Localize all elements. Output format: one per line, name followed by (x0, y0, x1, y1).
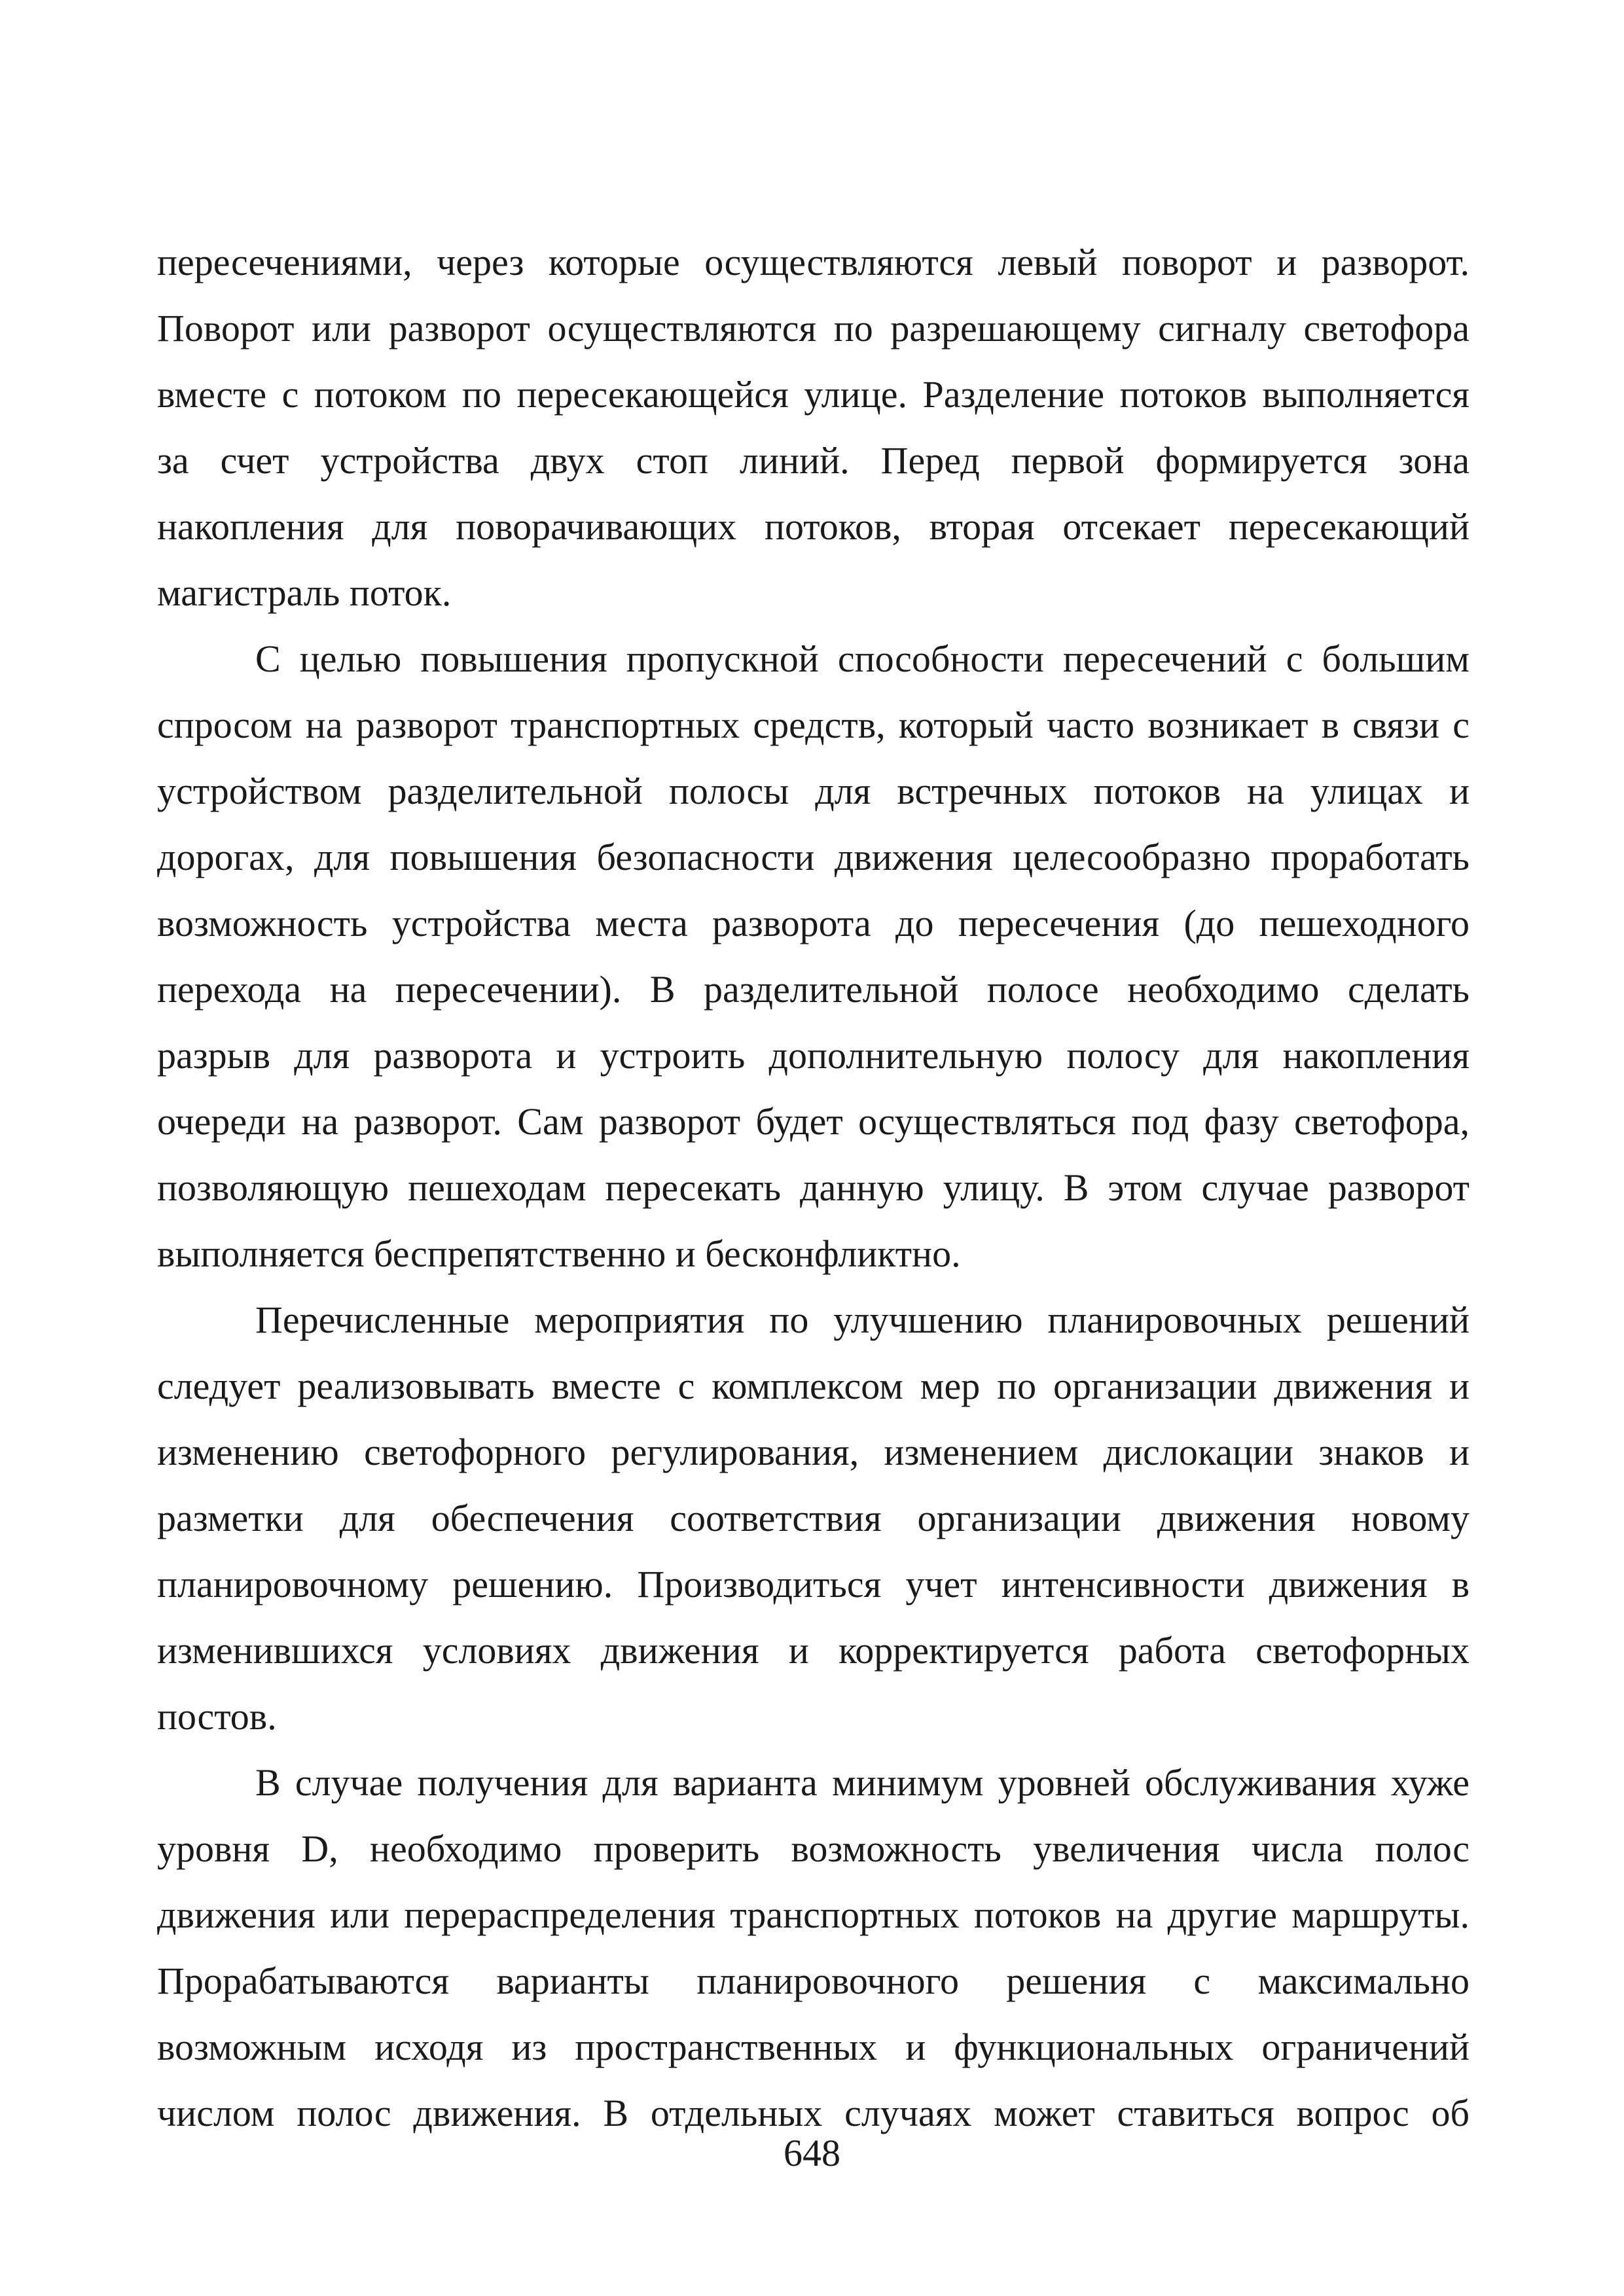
text-line: дорогах, для повышения безопасности движения целесообразно проработать (157, 836, 1470, 878)
text-line: спросом на разворот транспортных средств, который часто возникает в связи с (157, 704, 1470, 746)
text-line: постов. (157, 1695, 277, 1738)
text-line: магистраль поток. (157, 571, 452, 614)
text-line: очереди на разворот. Сам разворот будет осуществляться под фазу светофора, (157, 1100, 1470, 1143)
text-line: С целью повышения пропускной способности пересечений с большим (255, 637, 1470, 680)
text-line: планировочному решению. Производиться учет интенсивности движения в (157, 1563, 1470, 1605)
text-line: В случае получения для варианта минимум уровней обслуживания хуже (255, 1761, 1470, 1804)
text-line: движения или перераспределения транспортных потоков на другие маршруты. (157, 1893, 1470, 1936)
text-line: накопления для поворачивающих потоков, вторая отсекает пересекающий (157, 505, 1470, 548)
paragraph (157, 229, 1470, 626)
text-line: следует реализовывать вместе с комплексом мер по организации движения и (157, 1365, 1470, 1407)
text-line: числом полос движения. В отдельных случаях может ставиться вопрос об (157, 2092, 1470, 2134)
text-line: вместе с потоком по пересекающейся улице. Разделение потоков выполняется (157, 373, 1470, 416)
paragraph (157, 1749, 1470, 2146)
text-line: возможность устройства места разворота до пересечения (до пешеходного (157, 902, 1470, 944)
text-line: перехода на пересечении). В разделительной полосе необходимо сделать (157, 968, 1470, 1011)
text-line: позволяющую пешеходам пересекать данную улицу. В этом случае разворот (157, 1166, 1470, 1209)
text-line: разметки для обеспечения соответствия организации движения новому (157, 1497, 1470, 1539)
page-number: 648 (784, 2132, 840, 2174)
paragraph (157, 1287, 1470, 1749)
text-line: разрыв для разворота и устроить дополнительную полосу для накопления (157, 1034, 1470, 1077)
text-line: возможным исходя из пространственных и функциональных ограничений (157, 2026, 1470, 2068)
paragraph (157, 626, 1470, 1287)
text-line: за счет устройства двух стоп линий. Перед первой формируется зона (157, 439, 1470, 482)
text-line: Перечисленные мероприятия по улучшению планировочных решений (255, 1299, 1470, 1341)
text-line: устройством разделительной полосы для встречных потоков на улицах и (157, 770, 1470, 812)
text-line: уровня D, необходимо проверить возможность увеличения числа полос (157, 1827, 1470, 1870)
text-line: выполняется беспрепятственно и бесконфликтно. (157, 1232, 961, 1275)
text-line: изменению светофорного регулирования, изменением дислокации знаков и (157, 1431, 1470, 1473)
body-text (157, 229, 1470, 2146)
text-line: изменившихся условиях движения и корректируется работа светофорных (157, 1629, 1470, 1672)
text-line: пересечениями, через которые осуществляются левый поворот и разворот. (157, 241, 1470, 283)
text-line: Прорабатываются варианты планировочного решения с максимально (157, 1960, 1470, 2002)
text-line: Поворот или разворот осуществляются по разрешающему сигналу светофора (157, 307, 1470, 350)
